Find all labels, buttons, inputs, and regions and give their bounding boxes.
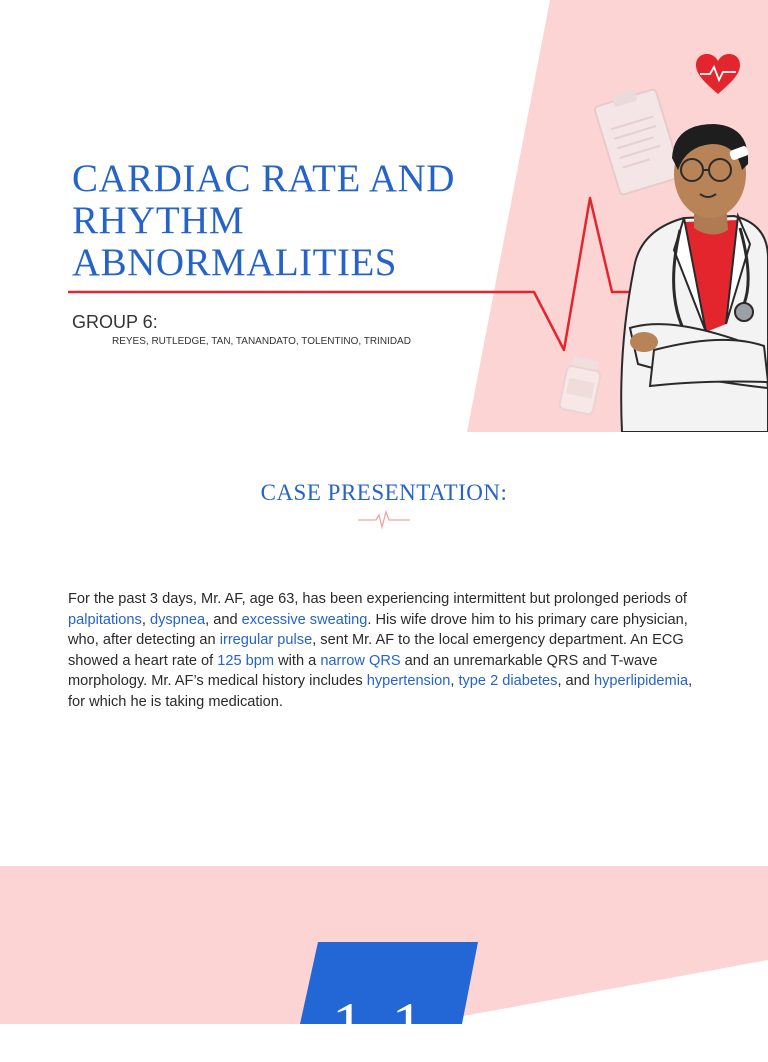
paragraph-text: and an unremarkable QRS and T-wave morphology. Mr. AF’s medical history includes [68,652,658,689]
paragraph-text: with a [274,652,321,669]
title-slide [0,0,768,432]
case-description [68,589,708,712]
paragraph-text: , and [205,611,242,628]
highlighted-term: hypertension [366,673,451,689]
group-members: REYES, RUTLEDGE, TAN, TANANDATO, TOLENTINO, TRINIDAD [112,336,411,347]
highlighted-term: palpitations [68,611,142,628]
paragraph-text: , [141,611,150,628]
slide-number: 11 [332,989,454,1060]
paragraph-text: . His wife drove him to his primary care physician, who, after detecting an [68,611,688,648]
highlighted-term: irregular pulse [219,632,313,648]
group-label: GROUP 6: [72,312,158,332]
case-presentation-heading: CASE PRESENTATION: [260,480,508,505]
presentation-title [72,158,455,284]
highlighted-term: narrow QRS [320,652,401,669]
paragraph-text: , [450,673,459,689]
pulse-divider-icon [358,510,410,532]
paragraph-text: For the past 3 days, Mr. AF, age 63, has been experiencing intermittent but prolonged periods of [68,591,687,607]
paragraph-text: , sent Mr. AF to the local emergency department. An ECG showed a heart rate of [68,632,684,669]
doctor-illustration [614,118,768,432]
next-slide-preview [0,866,768,1060]
title-line-2: RHYTHM [72,199,245,242]
highlighted-term: 125 bpm [217,652,275,669]
highlighted-term: hyperlipidemia [593,673,689,689]
highlighted-term: dyspnea [149,611,206,628]
highlighted-term: excessive sweating [241,611,368,628]
title-line-1: CARDIAC RATE AND [72,157,455,200]
paragraph-text: , and [557,673,594,689]
title-line-3: ABNORMALITIES [72,241,397,284]
highlighted-term: type 2 diabetes [458,673,558,689]
case-presentation-slide [0,432,768,866]
paragraph-text: , for which he is taking medication. [68,673,693,710]
